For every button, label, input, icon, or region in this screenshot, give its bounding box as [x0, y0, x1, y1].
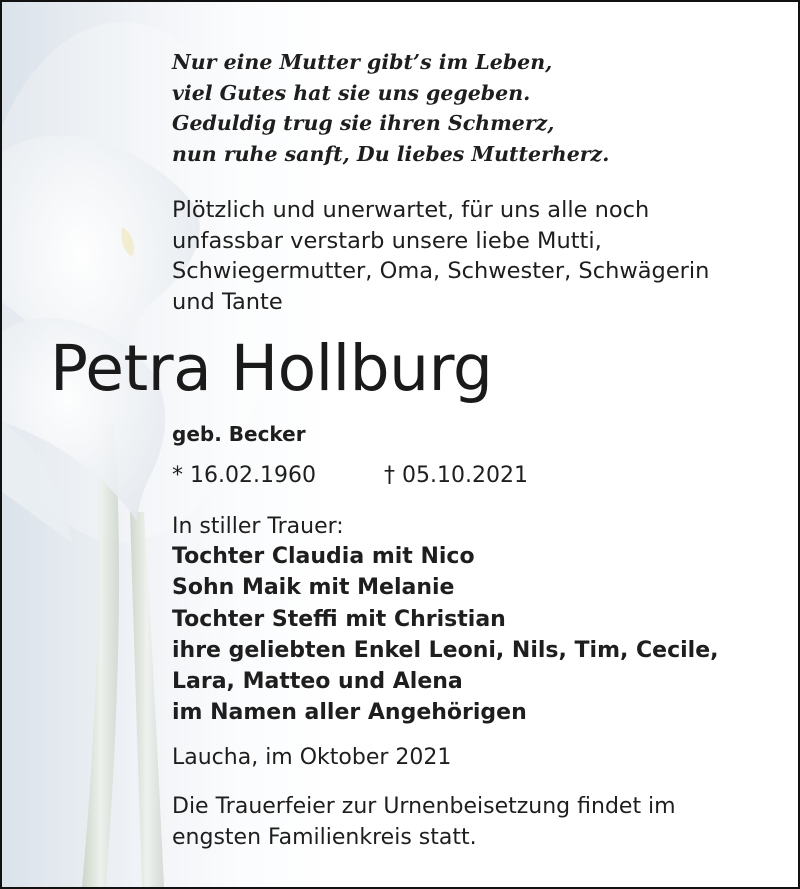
poem-line: nun ruhe sanft, Du liebes Mutterherz.	[172, 141, 610, 166]
intro-line: und Tante	[172, 288, 283, 315]
mourner-line: ihre geliebten Enkel Leoni, Nils, Tim, Cecile,	[172, 637, 719, 663]
funeral-line: engsten Familienkreis statt.	[172, 824, 477, 850]
mourner-line: Tochter Steffi mit Christian	[172, 606, 506, 632]
place-date: Laucha, im Oktober 2021	[172, 745, 452, 770]
poem-line: Geduldig trug sie ihren Schmerz,	[172, 111, 555, 135]
birth-date: * 16.02.1960	[172, 463, 316, 488]
intro-line: unfassbar verstarb unsere liebe Mutti,	[172, 227, 602, 254]
funeral-note	[172, 792, 676, 853]
mourner-line: Tochter Claudia mit Nico	[172, 544, 475, 569]
death-date: † 05.10.2021	[384, 463, 528, 488]
mourning-heading: In stiller Trauer:	[172, 514, 344, 539]
poem-line: viel Gutes hat sie uns gegeben.	[172, 80, 531, 105]
intro-line: Schwiegermutter, Oma, Schwester, Schwägerin	[172, 258, 710, 284]
maiden-name: geb. Becker	[172, 422, 306, 446]
poem	[172, 47, 609, 169]
mourner-line: Sohn Maik mit Melanie	[172, 575, 455, 601]
mourner-line: Lara, Matteo und Alena	[172, 669, 463, 695]
intro-line: Plötzlich und unerwartet, für uns alle noch	[172, 197, 650, 223]
poem-line: Nur eine Mutter gibt’s im Leben,	[172, 50, 553, 74]
mourner-line: im Namen aller Angehörigen	[172, 700, 527, 726]
life-dates	[172, 463, 528, 488]
funeral-line: Die Trauerfeier zur Urnenbeisetzung findet im	[172, 794, 676, 819]
deceased-name: Petra Hollburg	[50, 332, 493, 405]
intro-text	[172, 195, 709, 317]
mourners-list	[172, 541, 719, 729]
